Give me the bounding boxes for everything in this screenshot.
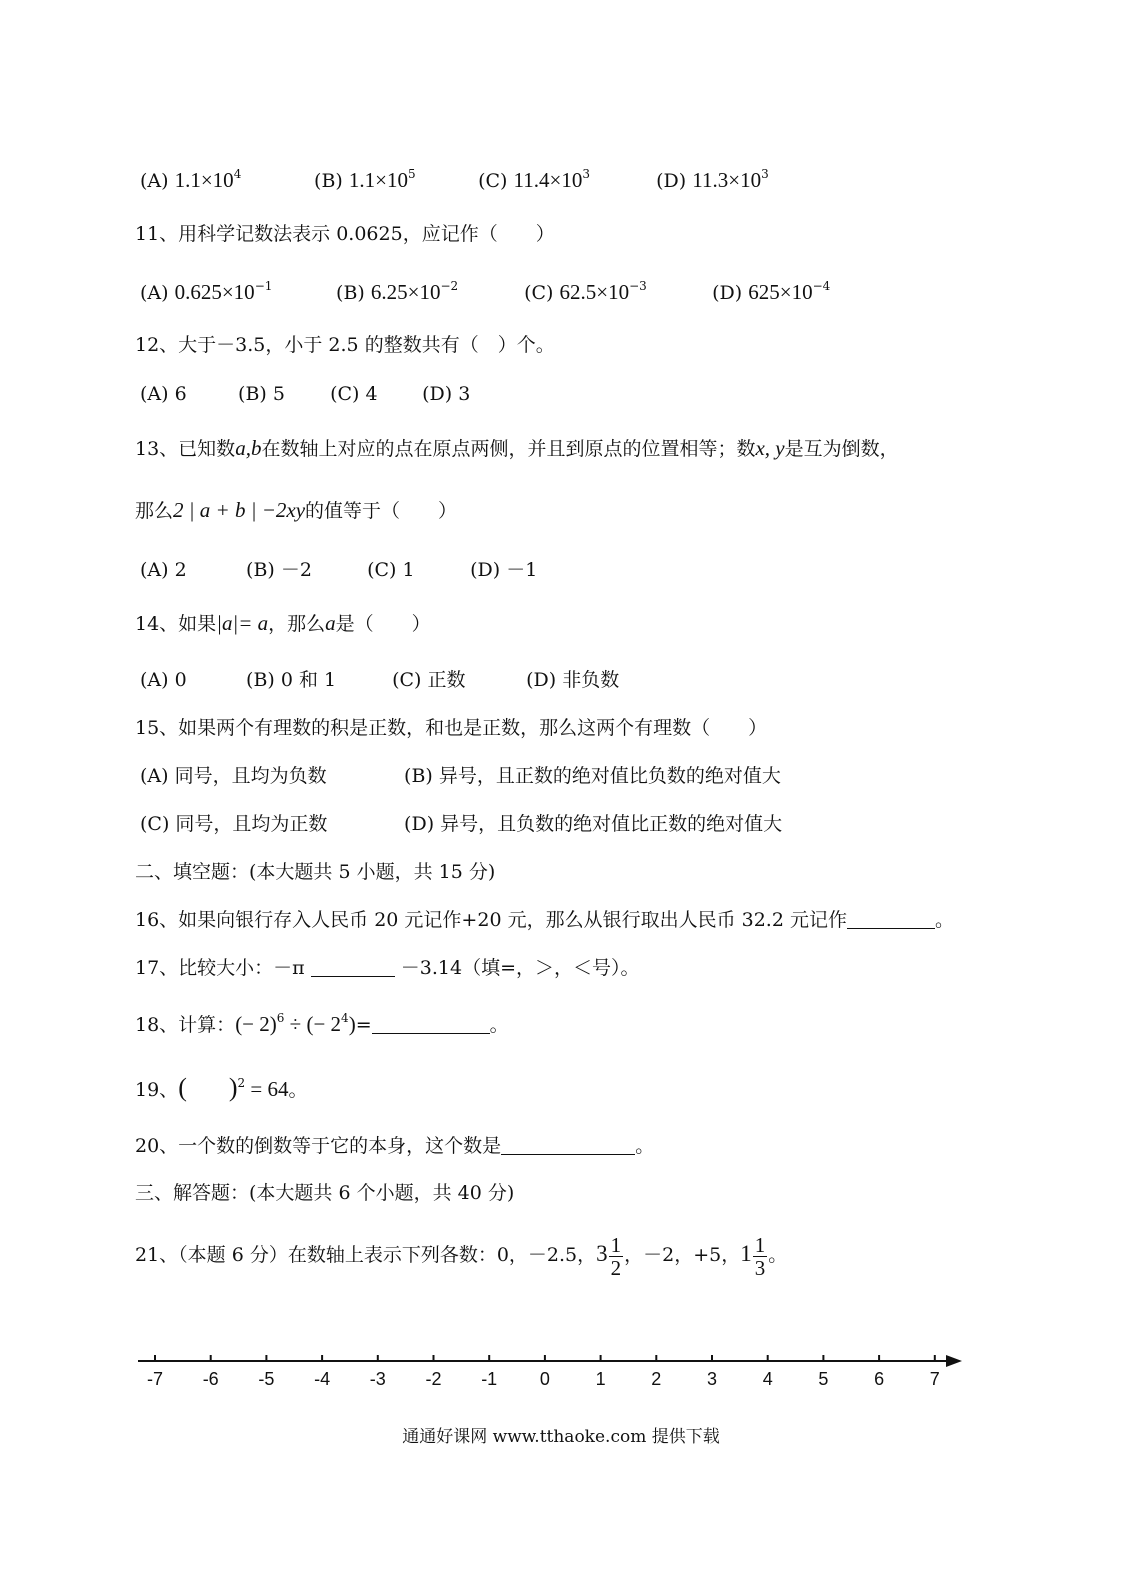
number-line-tick-label: 3 <box>706 1369 718 1389</box>
number-line-tick-label: -1 <box>481 1369 498 1389</box>
q11-stem: 11、用科学记数法表示 0.0625，应记作（ ） <box>135 223 555 245</box>
q11-option-a: (A) $0.625\times 10^{-1}$ <box>140 279 273 304</box>
q14-options <box>140 668 619 692</box>
q15-option-a: (A) 同号，且均为负数 <box>140 765 327 787</box>
q15-stem: 15、如果两个有理数的积是正数，和也是正数，那么这两个有理数（ ） <box>135 717 768 739</box>
q12-option-a: (A) 6 <box>140 383 187 405</box>
number-line-tick-label: 2 <box>651 1369 662 1389</box>
q14-option-c: (C) 正数 <box>392 669 466 691</box>
q10-option-b: (B) $1.1\times 10^5$ <box>314 167 416 192</box>
q13-option-a: (A) 2 <box>140 559 187 581</box>
number-line-tick-label: 0 <box>539 1369 550 1389</box>
q15-options-row2 <box>140 812 782 836</box>
number-line-tick-label: -2 <box>425 1369 442 1389</box>
q12-option-c: (C) 4 <box>330 383 378 405</box>
q13-stem: 13、已知数a,b在数轴上对应的点在原点两侧，并且到原点的位置相等；数x, y是互为倒数， <box>135 436 899 460</box>
q15-option-b: (B) 异号，且正数的绝对值比负数的绝对值大 <box>404 765 781 787</box>
q14-option-b: (B) 0 和 1 <box>246 669 337 691</box>
q10-option-d: (D) $11.3\times 10^3$ <box>656 167 769 192</box>
q14-option-a: (A) 0 <box>140 669 187 691</box>
answer-blank[interactable] <box>501 1136 635 1155</box>
q15-options-row1 <box>140 764 781 788</box>
q12-option-d: (D) 3 <box>422 383 471 405</box>
answer-blank[interactable] <box>847 910 935 929</box>
footer-credit: 通通好课网 www.tthaoke.com 提供下载 <box>402 1427 720 1447</box>
mixed-fraction-3-1-2: $\frac{1}{2}$ <box>610 1232 622 1280</box>
number-line-tick-label: 5 <box>818 1369 829 1389</box>
number-line-tick-label: 1 <box>595 1369 606 1389</box>
q12-options <box>140 382 470 406</box>
mixed-fraction-1-1-3: $\frac{1}{3}$ <box>754 1232 766 1280</box>
q13-options <box>140 558 537 582</box>
q19: 19、( )$^2$ = 64。 <box>135 1073 308 1102</box>
q10-option-c: (C) $11.4\times 10^3$ <box>478 167 590 192</box>
q16: 16、如果向银行存入人民币 20 元记作+20 元，那么从银行取出人民币 32.2 元记作 。 <box>135 909 954 931</box>
q13-stem-line2: 那么2 | a + b | −2xy的值等于（ ） <box>135 498 458 522</box>
section-fill-in-heading: 二、填空题：(本大题共 5 小题，共 15 分) <box>135 861 496 883</box>
q15-option-c: (C) 同号，且均为正数 <box>140 813 328 835</box>
q20: 20、一个数的倒数等于它的本身，这个数是 。 <box>135 1135 655 1157</box>
section-solve-heading: 三、解答题：(本大题共 6 个小题，共 40 分) <box>135 1182 515 1204</box>
q17: 17、比较大小：－π －3.14（填=，＞，＜号）。 <box>135 957 640 979</box>
number-line-tick-label: -5 <box>258 1369 275 1389</box>
q18: 18、计算：(− 2)$^6$ ÷ (− $2^4)=$ 。 <box>135 1011 509 1036</box>
q13-option-b: (B) －2 <box>246 559 312 581</box>
q13-option-c: (C) 1 <box>367 559 415 581</box>
q10-option-a: (A) $1.1\times 10^4$ <box>140 167 242 192</box>
q12-option-b: (B) 5 <box>238 383 285 405</box>
answer-blank[interactable] <box>372 1015 490 1034</box>
q11-option-b: (B) $6.25\times 10^{-2}$ <box>336 279 459 304</box>
q21: 21、（本题 6 分）在数轴上表示下列各数：0，－2.5，3 $\frac{1}{2}$ ，－2，+5，1 $\frac{1}{3}$ 。 <box>135 1232 788 1280</box>
q11-option-d: (D) $625\times 10^{-4}$ <box>712 279 831 304</box>
q14-stem: 14、如果|a|= a，那么a是（ ） <box>135 611 431 635</box>
q13-option-d: (D) －1 <box>470 559 538 581</box>
number-line-tick-label: 6 <box>874 1369 885 1389</box>
q11-options <box>140 280 830 305</box>
number-line-tick-label: -6 <box>202 1369 219 1389</box>
q12-stem: 12、大于－3.5，小于 2.5 的整数共有（ ）个。 <box>135 334 555 356</box>
number-line-tick-label: -3 <box>369 1369 386 1389</box>
q15-option-d: (D) 异号，且负数的绝对值比正数的绝对值大 <box>404 813 783 835</box>
number-line-tick-label: -4 <box>314 1369 331 1389</box>
q14-option-d: (D) 非负数 <box>526 669 620 691</box>
number-line-tick-label: 4 <box>762 1369 773 1389</box>
answer-blank[interactable] <box>311 958 395 977</box>
number-line-tick-label: 7 <box>929 1369 940 1389</box>
number-line-arrow-icon <box>946 1355 962 1367</box>
q10-options <box>140 168 769 193</box>
number-line-tick-label: -7 <box>146 1369 164 1389</box>
q11-option-c: (C) $62.5\times 10^{-3}$ <box>524 279 647 304</box>
number-line <box>130 1345 970 1405</box>
